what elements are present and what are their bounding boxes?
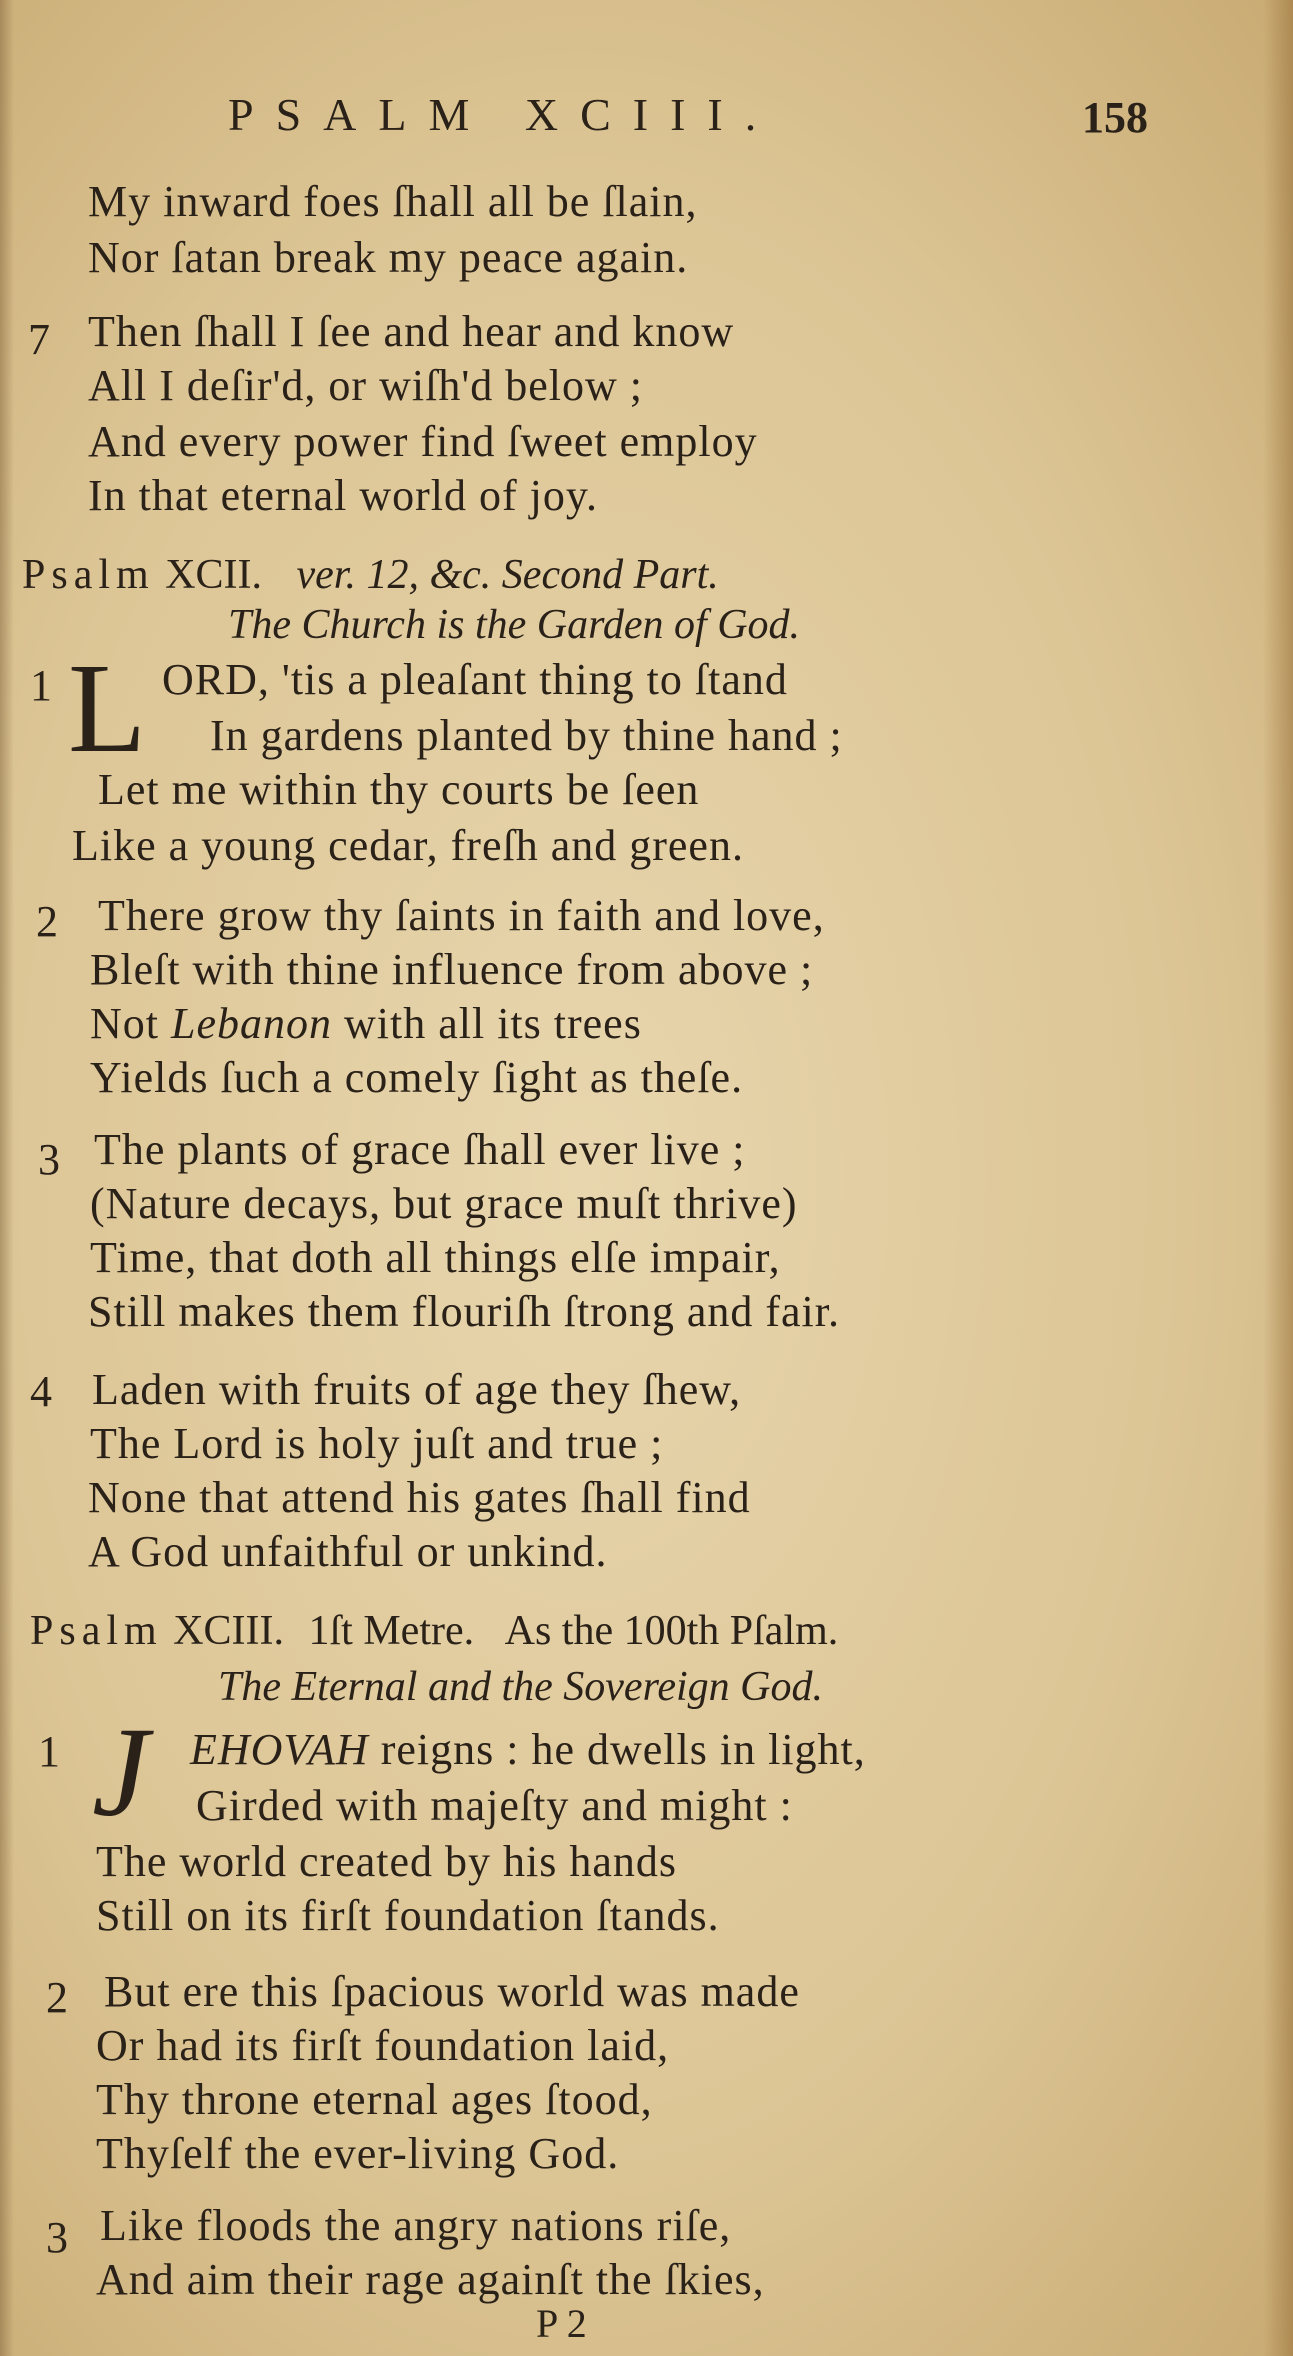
verse-line: But ere this ſpacious world was made bbox=[104, 1967, 800, 2016]
drop-capital: J bbox=[92, 1701, 149, 1843]
verse-line bbox=[190, 1724, 866, 1776]
psalm-heading-word: Psalm bbox=[22, 552, 155, 598]
verse-line: Like floods the angry nations riſe, bbox=[100, 2201, 732, 2250]
verse-line: Time, that doth all things elſe impair, bbox=[90, 1233, 781, 1282]
verse-line: The Lord is holy juſt and true ; bbox=[90, 1419, 664, 1468]
psalm-heading-numeral: XCII. bbox=[165, 552, 263, 598]
psalm-heading-metre: 1ſt Metre. bbox=[308, 1608, 475, 1654]
verse-line: Girded with majeſty and might : bbox=[196, 1781, 793, 1830]
verse-text: reigns : he dwells in light, bbox=[368, 1725, 866, 1774]
verse-number: 1 bbox=[38, 1727, 60, 1776]
psalm-subtitle: The Eternal and the Sovereign God. bbox=[218, 1664, 824, 1710]
verse-number: 7 bbox=[28, 315, 50, 364]
verse-number: 3 bbox=[38, 1135, 60, 1184]
verse-line: There grow thy ſaints in faith and love, bbox=[98, 891, 825, 940]
verse-line bbox=[90, 998, 642, 1050]
verse-line: The plants of grace ſhall ever live ; bbox=[94, 1125, 746, 1174]
verse-line: And aim their rage againſt the ſkies, bbox=[96, 2255, 765, 2304]
verse-line: Or had its firſt foundation laid, bbox=[96, 2021, 670, 2070]
verse-line: Thy throne eternal ages ſtood, bbox=[96, 2075, 653, 2124]
verse-line: Bleſt with thine influence from above ; bbox=[90, 945, 814, 994]
verse-line: Like a young cedar, freſh and green. bbox=[72, 821, 744, 870]
verse-line: Let me within thy courts be ſeen bbox=[98, 765, 700, 814]
psalm-heading-numeral: XCIII. bbox=[173, 1608, 284, 1654]
verse-line: Still on its firſt foundation ſtands. bbox=[96, 1891, 720, 1940]
verse-line: And every power find ſweet employ bbox=[88, 417, 758, 466]
verse-line: Still makes them flouriſh ſtrong and fair. bbox=[88, 1287, 840, 1336]
page-gutter-shadow bbox=[0, 0, 14, 2356]
verse-number: 3 bbox=[46, 2213, 68, 2262]
verse-line: ORD, 'tis a pleaſant thing to ſtand bbox=[162, 655, 788, 704]
verse-number: 2 bbox=[46, 1973, 68, 2022]
verse-text: with all its trees bbox=[332, 999, 642, 1048]
verse-line: Thyſelf the ever-living God. bbox=[96, 2129, 620, 2178]
verse-number: 1 bbox=[30, 661, 52, 710]
psalm-heading-tune: As the 100th Pſalm. bbox=[504, 1608, 839, 1654]
psalm-subtitle: The Church is the Garden of God. bbox=[228, 602, 801, 648]
psalm-heading-reference: ver. 12, &c. Second Part. bbox=[296, 552, 719, 598]
verse-line: Then ſhall I ſee and hear and know bbox=[88, 307, 735, 356]
verse-line: The world created by his hands bbox=[96, 1837, 678, 1886]
verse-line: Nor ſatan break my peace again. bbox=[88, 233, 689, 282]
verse-line: None that attend his gates ſhall find bbox=[88, 1473, 751, 1522]
signature-mark: P 2 bbox=[536, 2301, 587, 2346]
verse-line: In gardens planted by thine hand ; bbox=[210, 711, 843, 760]
divine-name-italic: EHOVAH bbox=[190, 1725, 369, 1774]
verse-line: Laden with fruits of age they ſhew, bbox=[92, 1365, 742, 1414]
psalm-heading-word: Psalm bbox=[30, 1608, 163, 1654]
verse-text: Not bbox=[90, 999, 171, 1048]
verse-number: 4 bbox=[30, 1367, 52, 1416]
place-name-italic: Lebanon bbox=[171, 999, 332, 1048]
drop-capital: L bbox=[68, 637, 147, 779]
psalm-heading bbox=[22, 550, 719, 600]
verse-line: All I deſir'd, or wiſh'd below ; bbox=[88, 361, 643, 410]
running-title: PSALM XCIII. bbox=[228, 89, 779, 140]
verse-line: In that eternal world of joy. bbox=[88, 471, 598, 520]
verse-number: 2 bbox=[36, 897, 58, 946]
verse-line: A God unfaithful or unkind. bbox=[88, 1527, 608, 1576]
psalm-heading bbox=[30, 1606, 838, 1656]
page-number: 158 bbox=[1082, 93, 1148, 142]
verse-line: (Nature decays, but grace muſt thrive) bbox=[90, 1179, 798, 1228]
verse-line: My inward foes ſhall all be ſlain, bbox=[88, 177, 698, 226]
verse-line: Yields ſuch a comely ſight as theſe. bbox=[90, 1053, 744, 1102]
page-edge-shadow bbox=[1263, 0, 1293, 2356]
